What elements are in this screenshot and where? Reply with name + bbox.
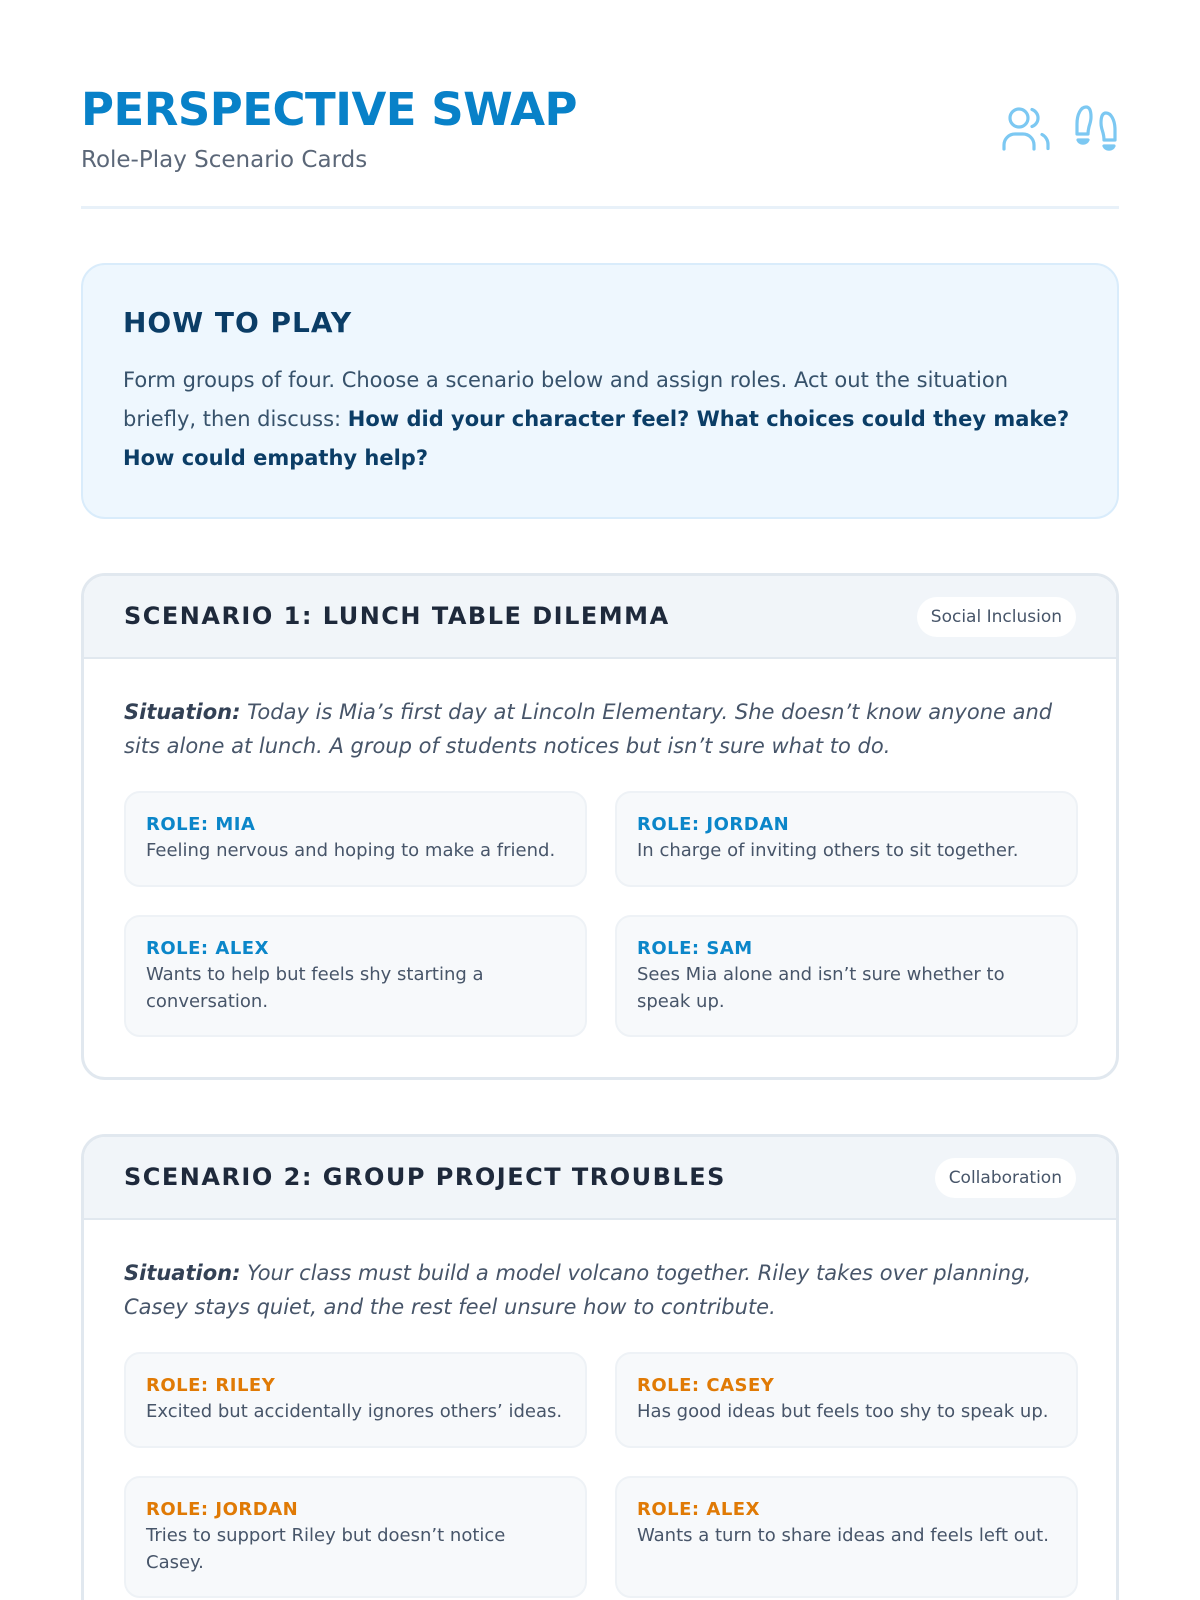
- header-icons: [1001, 104, 1119, 152]
- scenario-body: [84, 1220, 1116, 1600]
- role-card: [615, 915, 1078, 1037]
- scenario-header: [84, 1137, 1116, 1220]
- role-card: [124, 791, 587, 887]
- role-name: ROLE: RILEY: [146, 1375, 276, 1396]
- role-name: ROLE: JORDAN: [637, 814, 790, 835]
- role-card: [615, 1352, 1078, 1448]
- role-description: Feeling nervous and hoping to make a friend.: [146, 840, 556, 861]
- situation-label: Situation:: [124, 700, 241, 724]
- role-name: ROLE: MIA: [146, 814, 256, 835]
- scenario-situation: [124, 695, 1076, 763]
- scenario-header: [84, 576, 1116, 659]
- role-description: Wants to help but feels shy starting a conversation.: [146, 964, 484, 1012]
- how-to-play-text: [123, 361, 1077, 478]
- scenario-title: SCENARIO 2: GROUP PROJECT TROUBLES: [124, 1163, 726, 1191]
- situation-text: Your class must build a model volcano together. Riley takes over planning, Casey stays quiet, and the rest feel unsure how to contribute.: [124, 1261, 1032, 1319]
- role-name: ROLE: SAM: [637, 938, 753, 959]
- situation-label: Situation:: [124, 1261, 241, 1285]
- footprints-icon: [1073, 104, 1119, 152]
- role-card: [124, 1476, 587, 1598]
- role-description: In charge of inviting others to sit together.: [637, 840, 1019, 861]
- role-description: Sees Mia alone and isn’t sure whether to speak up.: [637, 964, 1005, 1012]
- role-description: Excited but accidentally ignores others’ ideas.: [146, 1401, 563, 1422]
- how-to-play-heading: HOW TO PLAY: [123, 306, 353, 339]
- role-name: ROLE: ALEX: [637, 1499, 760, 1520]
- role-card: [615, 791, 1078, 887]
- discussion-questions: How did your character feel? What choices could they make? How could empathy help?: [123, 407, 1070, 470]
- situation-text: Today is Mia’s first day at Lincoln Elementary. She doesn’t know anyone and sits alone at lunch. A group of students notices but isn’t sure what to do.: [124, 700, 1053, 758]
- page-header: [81, 0, 1119, 209]
- scenario-tag: Collaboration: [935, 1158, 1076, 1198]
- role-card: [124, 1352, 587, 1448]
- role-description: Has good ideas but feels too shy to speak up.: [637, 1401, 1049, 1422]
- role-card: [615, 1476, 1078, 1598]
- role-description: Tries to support Riley but doesn’t notice Casey.: [146, 1525, 506, 1573]
- page-subtitle: Role-Play Scenario Cards: [81, 147, 368, 173]
- role-description: Wants a turn to share ideas and feels left out.: [637, 1525, 1049, 1546]
- scenario-situation: [124, 1256, 1076, 1324]
- scenario-body: [84, 659, 1116, 1077]
- how-to-play-panel: [81, 263, 1119, 519]
- users-icon: [1001, 104, 1051, 152]
- scenario-card: [81, 1134, 1119, 1600]
- page-title: PERSPECTIVE SWAP: [81, 83, 578, 136]
- roles-grid: [124, 791, 1076, 1037]
- how-to-play-instructions: Form groups of four. Choose a scenario below and assign roles. Act out the situation briefly, then discuss:: [123, 368, 1009, 431]
- role-name: ROLE: CASEY: [637, 1375, 775, 1396]
- role-card: [124, 915, 587, 1037]
- scenario-tag: Social Inclusion: [917, 597, 1076, 637]
- scenario-card: [81, 573, 1119, 1080]
- scenario-title: SCENARIO 1: LUNCH TABLE DILEMMA: [124, 602, 670, 630]
- role-name: ROLE: ALEX: [146, 938, 269, 959]
- role-name: ROLE: JORDAN: [146, 1499, 299, 1520]
- roles-grid: [124, 1352, 1076, 1598]
